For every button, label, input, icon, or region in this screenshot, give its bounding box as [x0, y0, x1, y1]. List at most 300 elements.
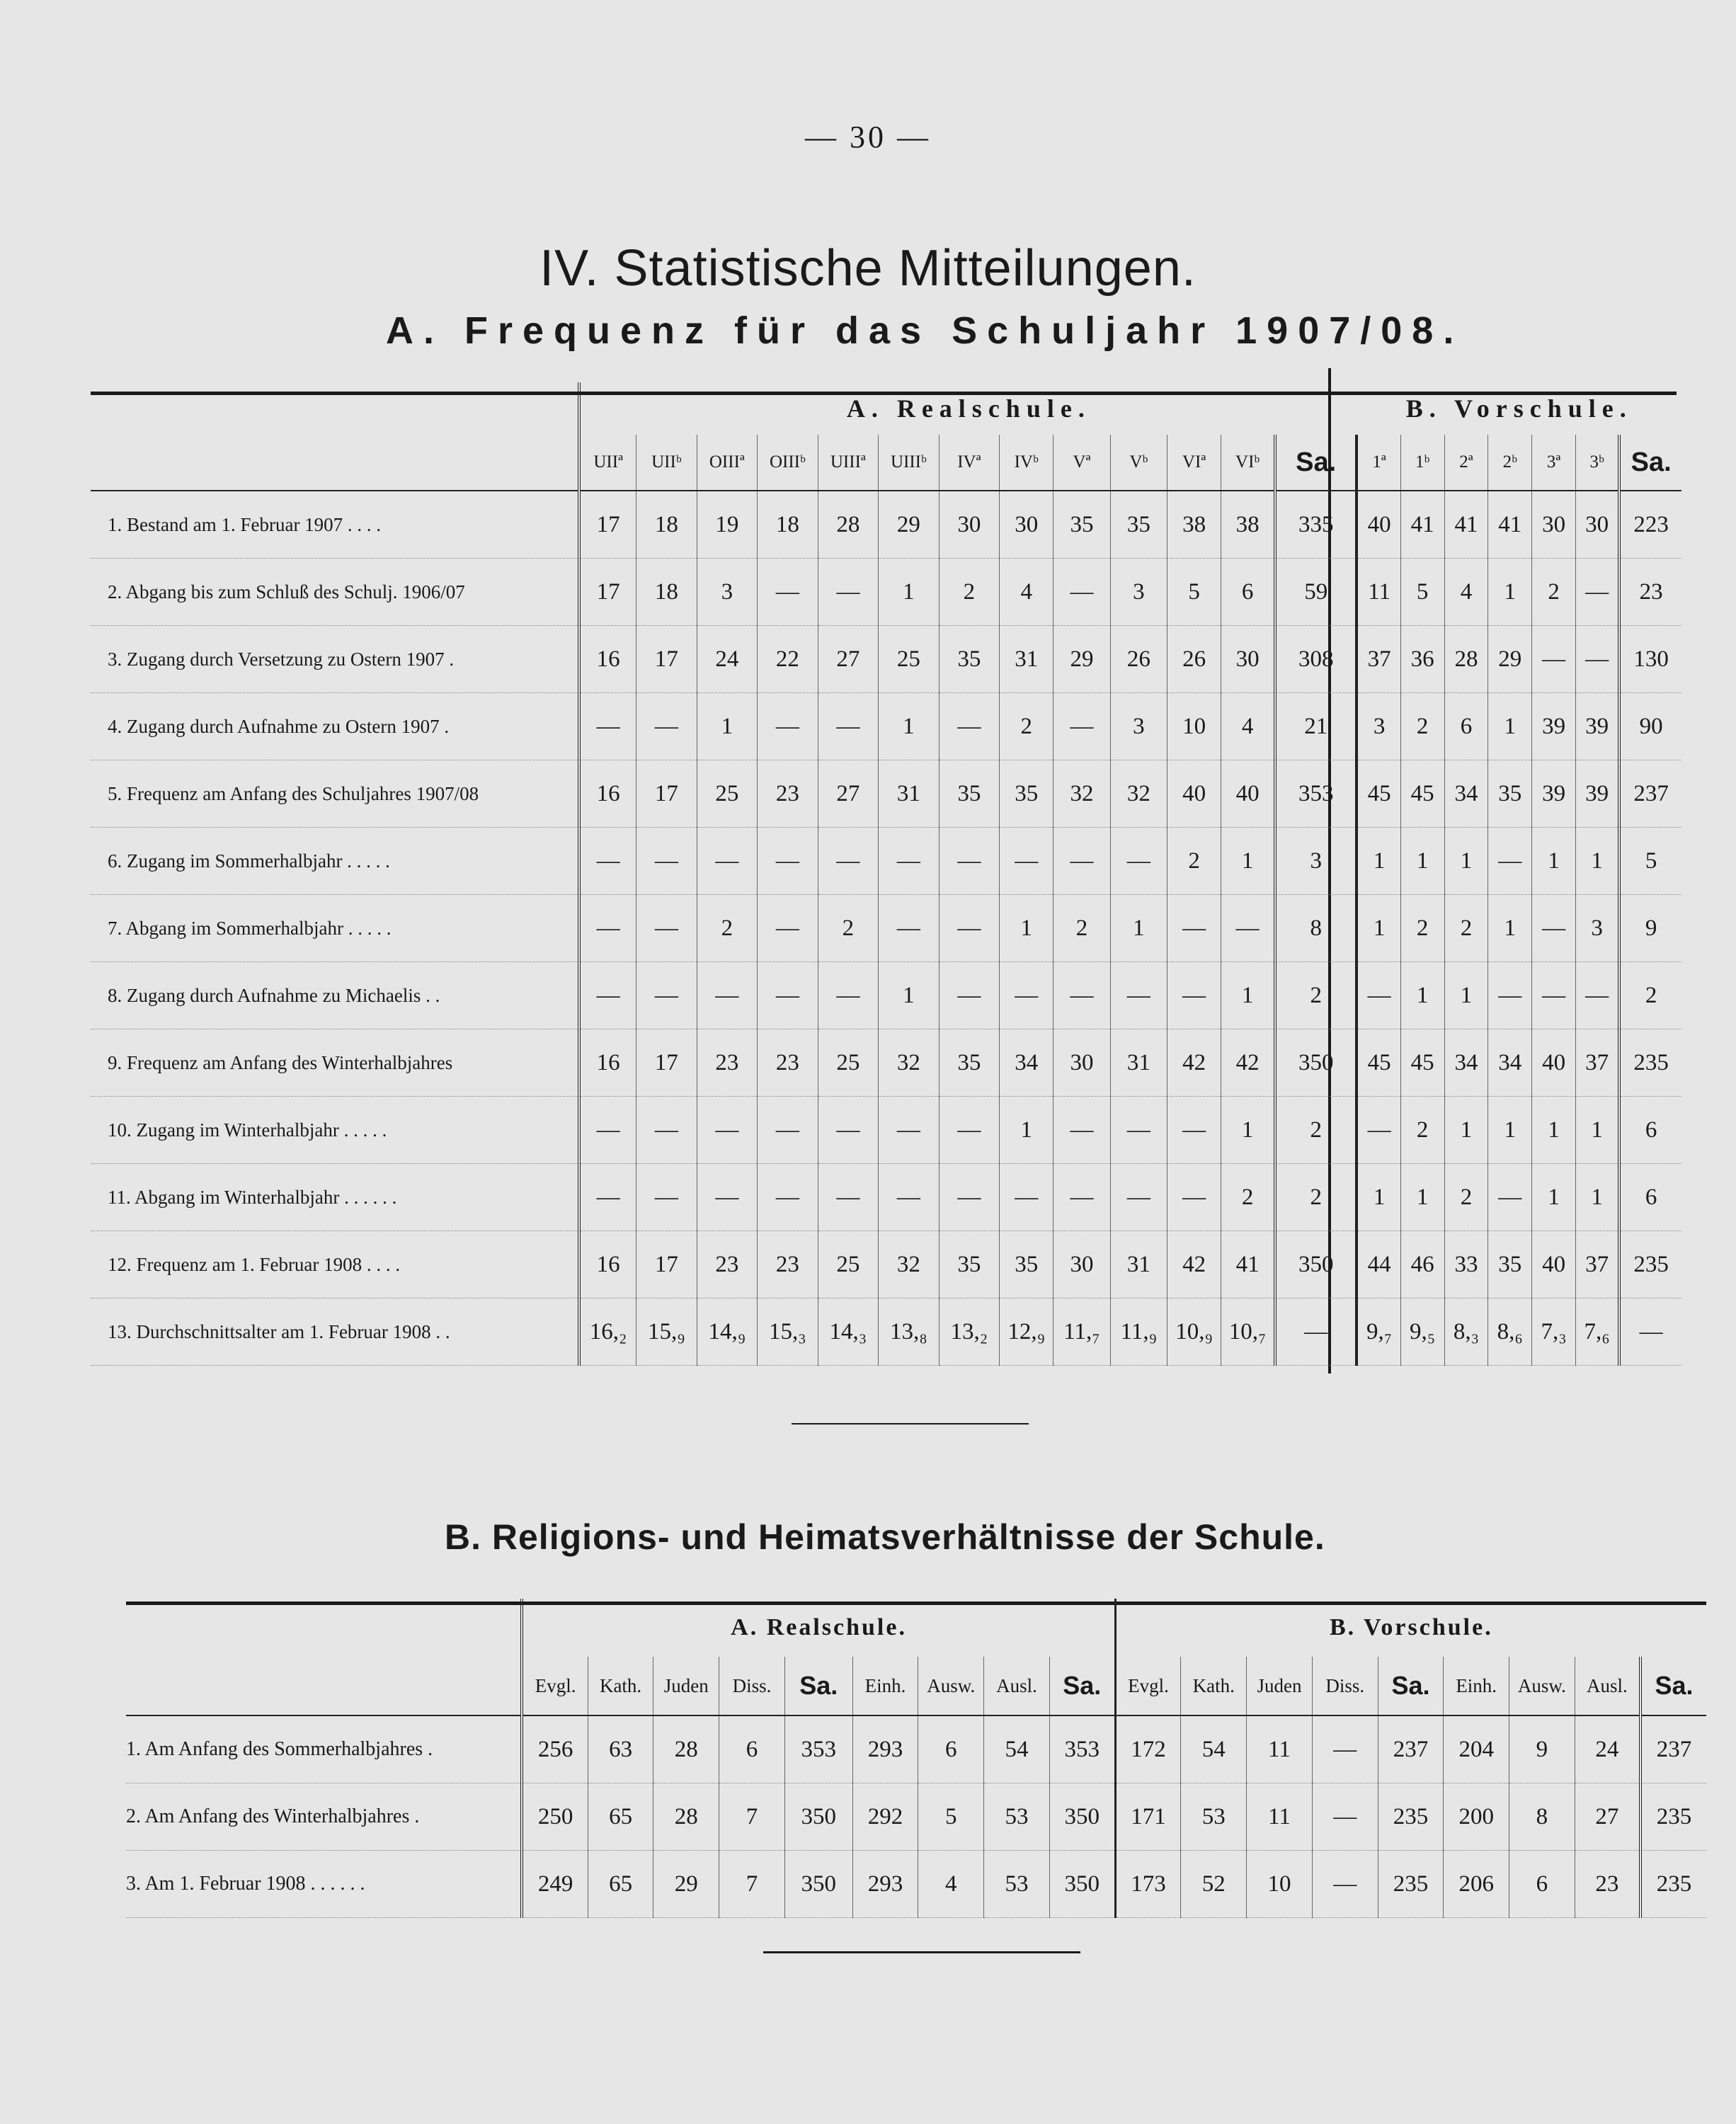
- table-cell: —: [1053, 559, 1110, 626]
- col-header-sum: Sa.: [1640, 1657, 1706, 1715]
- table-cell: 65: [588, 1783, 653, 1851]
- table-cell: 39: [1532, 693, 1576, 760]
- table-cell: 1: [1488, 559, 1532, 626]
- col-header: UIIIª: [818, 435, 879, 491]
- table-cell: 12,₉: [1000, 1298, 1053, 1366]
- table-cell: 1: [879, 693, 940, 760]
- table-cell: 350: [784, 1783, 852, 1851]
- table-cell: —: [636, 1164, 697, 1231]
- table-cell: 1: [1532, 828, 1576, 895]
- table-cell: 5: [1167, 559, 1221, 626]
- table-cell: —: [579, 693, 636, 760]
- table-cell: 21: [1275, 693, 1357, 760]
- table-cell: 25: [879, 626, 940, 693]
- table-cell: —: [758, 1164, 818, 1231]
- table-cell: 1: [1575, 1164, 1619, 1231]
- row-label: 10. Zugang im Winterhalbjahr . . . . .: [91, 1097, 579, 1164]
- table-cell: —: [636, 1097, 697, 1164]
- table-cell: 27: [818, 760, 879, 828]
- row-label: 13. Durchschnittsalter am 1. Februar 1908 . .: [91, 1298, 579, 1366]
- table-cell: 37: [1575, 1029, 1619, 1097]
- col-header: 3ª: [1532, 435, 1576, 491]
- table-cell: 30: [1000, 491, 1053, 559]
- table-cell: 22: [758, 626, 818, 693]
- table-cell: 8: [1275, 895, 1357, 962]
- table-cell: 2: [1400, 693, 1444, 760]
- table-cell: 2: [1400, 895, 1444, 962]
- page-number: — 30 —: [805, 120, 931, 154]
- table-cell: —: [579, 1164, 636, 1231]
- table-cell: 9: [1509, 1715, 1575, 1783]
- table-cell: —: [1167, 1097, 1221, 1164]
- table-cell: 1: [1575, 1097, 1619, 1164]
- table-cell: 293: [852, 1851, 918, 1918]
- table-cell: 1: [1444, 828, 1488, 895]
- table-cell: —: [818, 1164, 879, 1231]
- section-b-title: B. Religions- und Heimatsverhältnisse der Schule.: [445, 1517, 1325, 1557]
- table-cell: 11,₉: [1110, 1298, 1167, 1366]
- table-cell: 2: [1000, 693, 1053, 760]
- table-cell: 28: [818, 491, 879, 559]
- table-cell: 29: [879, 491, 940, 559]
- col-header: Ausl.: [984, 1657, 1050, 1715]
- table-cell: 33: [1444, 1231, 1488, 1298]
- table-cell: 237: [1378, 1715, 1444, 1783]
- table-cell: 7,₃: [1532, 1298, 1576, 1366]
- row-label: 3. Zugang durch Versetzung zu Ostern 1907 .: [91, 626, 579, 693]
- table-cell: —: [1000, 962, 1053, 1029]
- table-cell: —: [1619, 1298, 1681, 1366]
- col-header: 3ᵇ: [1575, 435, 1619, 491]
- row-label: 1. Am Anfang des Sommerhalbjahres .: [126, 1715, 522, 1783]
- table-cell: 37: [1357, 626, 1400, 693]
- table-cell: 7: [719, 1783, 785, 1851]
- table-cell: 42: [1167, 1029, 1221, 1097]
- col-header-sum: Sa.: [1049, 1657, 1115, 1715]
- table-cell: —: [1167, 962, 1221, 1029]
- table-cell: 5: [1619, 828, 1681, 895]
- col-header-sum: Sa.: [1619, 435, 1681, 491]
- table-cell: 2: [697, 895, 758, 962]
- table-cell: 44: [1357, 1231, 1400, 1298]
- col-header: 1ª: [1357, 435, 1400, 491]
- col-header: Ausw.: [918, 1657, 984, 1715]
- table-cell: 35: [1488, 1231, 1532, 1298]
- frequency-table: [91, 382, 1681, 1366]
- table-cell: —: [1532, 895, 1576, 962]
- table-cell: 16: [579, 1029, 636, 1097]
- table-cell: 65: [588, 1851, 653, 1918]
- table-row: [91, 895, 1681, 962]
- col-header: VIª: [1167, 435, 1221, 491]
- table-cell: 45: [1400, 1029, 1444, 1097]
- table-cell: 46: [1400, 1231, 1444, 1298]
- table-cell: 9,₇: [1357, 1298, 1400, 1366]
- table-cell: 30: [1532, 491, 1576, 559]
- table-cell: 6: [1444, 693, 1488, 760]
- table-cell: 2: [1275, 962, 1357, 1029]
- col-header: Diss.: [719, 1657, 785, 1715]
- table-cell: —: [818, 693, 879, 760]
- table-cell: 14,₉: [697, 1298, 758, 1366]
- table-cell: 14,₃: [818, 1298, 879, 1366]
- table-cell: 350: [784, 1851, 852, 1918]
- table-cell: 35: [939, 1029, 1000, 1097]
- col-header: UIIª: [579, 435, 636, 491]
- table-cell: —: [697, 1164, 758, 1231]
- table-cell: 6: [1221, 559, 1275, 626]
- table-cell: 23: [697, 1029, 758, 1097]
- table-cell: 2: [1532, 559, 1576, 626]
- table-cell: 23: [1619, 559, 1681, 626]
- row-label: 8. Zugang durch Aufnahme zu Michaelis . .: [91, 962, 579, 1029]
- col-header: 2ª: [1444, 435, 1488, 491]
- table-cell: —: [879, 1164, 940, 1231]
- col-header: OIIIᵇ: [758, 435, 818, 491]
- table-cell: 1: [1221, 1097, 1275, 1164]
- table-cell: 350: [1275, 1231, 1357, 1298]
- table-cell: —: [1053, 693, 1110, 760]
- table-cell: 8,₃: [1444, 1298, 1488, 1366]
- table-cell: 3: [1275, 828, 1357, 895]
- table-cell: —: [939, 828, 1000, 895]
- table-cell: 45: [1357, 760, 1400, 828]
- table-cell: 53: [984, 1783, 1050, 1851]
- row-label: 5. Frequenz am Anfang des Schuljahres 1907/08: [91, 760, 579, 828]
- group-vorschule: B. Vorschule.: [1115, 1599, 1706, 1657]
- table-cell: 18: [636, 491, 697, 559]
- table-cell: —: [1357, 1097, 1400, 1164]
- table-cell: 8,₆: [1488, 1298, 1532, 1366]
- table-cell: —: [1110, 1164, 1167, 1231]
- table-cell: —: [579, 962, 636, 1029]
- table-cell: —: [939, 895, 1000, 962]
- table-cell: 11: [1247, 1715, 1313, 1783]
- table-cell: 30: [1053, 1231, 1110, 1298]
- table-cell: 237: [1640, 1715, 1706, 1783]
- table-cell: —: [1532, 626, 1576, 693]
- table-cell: 256: [522, 1715, 588, 1783]
- table-cell: 353: [1049, 1715, 1115, 1783]
- table-cell: 31: [1110, 1231, 1167, 1298]
- table-cell: —: [818, 828, 879, 895]
- table-cell: —: [1053, 1097, 1110, 1164]
- table-cell: —: [636, 828, 697, 895]
- col-header: 2ᵇ: [1488, 435, 1532, 491]
- table-cell: 235: [1378, 1783, 1444, 1851]
- table-cell: 17: [636, 626, 697, 693]
- table-cell: 3: [1110, 559, 1167, 626]
- table-cell: —: [1110, 1097, 1167, 1164]
- table-cell: 1: [1221, 828, 1275, 895]
- table-cell: 40: [1532, 1029, 1576, 1097]
- col-header: IVª: [939, 435, 1000, 491]
- table-cell: 19: [697, 491, 758, 559]
- row-label: 4. Zugang durch Aufnahme zu Ostern 1907 .: [91, 693, 579, 760]
- table-cell: 35: [1488, 760, 1532, 828]
- table-cell: 353: [784, 1715, 852, 1783]
- table-cell: 59: [1275, 559, 1357, 626]
- table-cell: 27: [1575, 1783, 1640, 1851]
- table-cell: 30: [939, 491, 1000, 559]
- table-cell: 35: [939, 1231, 1000, 1298]
- table-cell: —: [1312, 1715, 1378, 1783]
- table-row: [91, 1029, 1681, 1097]
- table-cell: 28: [653, 1783, 719, 1851]
- table-cell: 2: [818, 895, 879, 962]
- table-cell: 1: [1357, 895, 1400, 962]
- table-cell: 29: [1488, 626, 1532, 693]
- table-cell: —: [939, 1097, 1000, 1164]
- table-cell: —: [879, 1097, 940, 1164]
- table-cell: 235: [1640, 1783, 1706, 1851]
- col-header: Kath.: [1181, 1657, 1247, 1715]
- table-cell: 34: [1000, 1029, 1053, 1097]
- table-row: [91, 828, 1681, 895]
- table-cell: 25: [697, 760, 758, 828]
- table-cell: 9,₅: [1400, 1298, 1444, 1366]
- table-cell: 1: [1400, 828, 1444, 895]
- table-cell: 18: [758, 491, 818, 559]
- table-cell: 6: [1509, 1851, 1575, 1918]
- table-cell: 16,₂: [579, 1298, 636, 1366]
- table-cell: —: [818, 962, 879, 1029]
- table-cell: —: [939, 1164, 1000, 1231]
- short-divider-a: [792, 1423, 1029, 1424]
- table-cell: —: [697, 828, 758, 895]
- table-row: [91, 1298, 1681, 1366]
- table-cell: 1: [1400, 962, 1444, 1029]
- row-label: 1. Bestand am 1. Februar 1907 . . . .: [91, 491, 579, 559]
- table-cell: 23: [758, 760, 818, 828]
- table-cell: 2: [1444, 895, 1488, 962]
- col-header: 1ᵇ: [1400, 435, 1444, 491]
- table-cell: 1: [1532, 1097, 1576, 1164]
- col-header-sum: Sa.: [784, 1657, 852, 1715]
- table-cell: 23: [758, 1029, 818, 1097]
- table-cell: 1: [1444, 962, 1488, 1029]
- table-cell: —: [818, 559, 879, 626]
- table-cell: —: [636, 895, 697, 962]
- table-cell: 16: [579, 626, 636, 693]
- table-cell: 34: [1444, 1029, 1488, 1097]
- table-cell: 4: [918, 1851, 984, 1918]
- table-cell: 34: [1444, 760, 1488, 828]
- table-cell: 1: [1000, 895, 1053, 962]
- group-header-row: [126, 1599, 1706, 1657]
- table-cell: 41: [1400, 491, 1444, 559]
- table-cell: 235: [1640, 1851, 1706, 1918]
- table-cell: 18: [636, 559, 697, 626]
- table-cell: —: [758, 693, 818, 760]
- table-cell: 3: [697, 559, 758, 626]
- table-cell: 1: [1444, 1097, 1488, 1164]
- table-cell: 1: [697, 693, 758, 760]
- table-cell: 39: [1532, 760, 1576, 828]
- group-vorschule: B. Vorschule.: [1405, 394, 1633, 423]
- col-header: Evgl.: [522, 1657, 588, 1715]
- col-header: Juden: [1247, 1657, 1313, 1715]
- table-cell: 2: [1275, 1164, 1357, 1231]
- col-header: VIᵇ: [1221, 435, 1275, 491]
- table-cell: 17: [636, 1029, 697, 1097]
- table-cell: 1: [1221, 962, 1275, 1029]
- table-cell: 35: [939, 760, 1000, 828]
- table-cell: 28: [653, 1715, 719, 1783]
- table-row: [91, 1231, 1681, 1298]
- row-label: 3. Am 1. Februar 1908 . . . . . .: [126, 1851, 522, 1918]
- table-cell: —: [818, 1097, 879, 1164]
- table-cell: 11,₇: [1053, 1298, 1110, 1366]
- table-cell: —: [758, 828, 818, 895]
- table-cell: —: [879, 828, 940, 895]
- table-cell: 10,₇: [1221, 1298, 1275, 1366]
- col-header: Einh.: [852, 1657, 918, 1715]
- table-cell: —: [1167, 895, 1221, 962]
- table-cell: —: [579, 828, 636, 895]
- row-label: 2. Am Anfang des Winterhalbjahres .: [126, 1783, 522, 1851]
- table-cell: 293: [852, 1715, 918, 1783]
- table-cell: 206: [1444, 1851, 1509, 1918]
- table-cell: 3: [1110, 693, 1167, 760]
- col-header: Ausl.: [1575, 1657, 1640, 1715]
- table-cell: 1: [1532, 1164, 1576, 1231]
- table-cell: 11: [1247, 1783, 1313, 1851]
- table-cell: 35: [939, 626, 1000, 693]
- table-cell: 32: [879, 1231, 940, 1298]
- table-cell: —: [758, 1097, 818, 1164]
- table-cell: —: [758, 559, 818, 626]
- table-cell: 38: [1167, 491, 1221, 559]
- table-cell: 250: [522, 1783, 588, 1851]
- table-cell: 235: [1619, 1029, 1681, 1097]
- table-cell: 38: [1221, 491, 1275, 559]
- table-cell: 39: [1575, 760, 1619, 828]
- table-cell: 40: [1532, 1231, 1576, 1298]
- table-cell: 1: [879, 962, 940, 1029]
- table-cell: —: [1275, 1298, 1357, 1366]
- table-cell: 292: [852, 1783, 918, 1851]
- table-cell: 2: [1275, 1097, 1357, 1164]
- table-cell: —: [1000, 1164, 1053, 1231]
- table-cell: 4: [1000, 559, 1053, 626]
- table-cell: 350: [1049, 1851, 1115, 1918]
- table-cell: —: [636, 693, 697, 760]
- table-cell: —: [939, 962, 1000, 1029]
- table-cell: 41: [1221, 1231, 1275, 1298]
- col-header: OIIIª: [697, 435, 758, 491]
- table-cell: 53: [1181, 1783, 1247, 1851]
- table-cell: 45: [1400, 760, 1444, 828]
- col-header: Diss.: [1312, 1657, 1378, 1715]
- table-cell: —: [939, 693, 1000, 760]
- table-cell: 6: [1619, 1097, 1681, 1164]
- table-cell: 35: [1000, 1231, 1053, 1298]
- table-cell: 11: [1357, 559, 1400, 626]
- table-cell: 1: [1357, 828, 1400, 895]
- table-cell: 1: [1488, 895, 1532, 962]
- table-row: [91, 559, 1681, 626]
- table-cell: 2: [939, 559, 1000, 626]
- table-cell: 335: [1275, 491, 1357, 559]
- table-cell: 31: [879, 760, 940, 828]
- table-cell: —: [1053, 828, 1110, 895]
- table-cell: 42: [1167, 1231, 1221, 1298]
- table-cell: 1: [1000, 1097, 1053, 1164]
- table-cell: 350: [1275, 1029, 1357, 1097]
- table-cell: 204: [1444, 1715, 1509, 1783]
- table-cell: 54: [984, 1715, 1050, 1783]
- col-header: Vª: [1053, 435, 1110, 491]
- table-cell: 237: [1619, 760, 1681, 828]
- table-cell: 27: [818, 626, 879, 693]
- table-cell: 1: [1488, 1097, 1532, 1164]
- table-cell: 5: [918, 1783, 984, 1851]
- table-cell: 200: [1444, 1783, 1509, 1851]
- table-cell: —: [636, 962, 697, 1029]
- table-cell: 17: [636, 760, 697, 828]
- table-cell: —: [579, 1097, 636, 1164]
- table-cell: 90: [1619, 693, 1681, 760]
- group-header-row: [91, 382, 1681, 435]
- table-row: [126, 1715, 1706, 1783]
- table-cell: 3: [1357, 693, 1400, 760]
- table-row: [91, 491, 1681, 559]
- table-cell: —: [1488, 1164, 1532, 1231]
- table-cell: 54: [1181, 1715, 1247, 1783]
- row-label: 7. Abgang im Sommerhalbjahr . . . . .: [91, 895, 579, 962]
- table-cell: 29: [653, 1851, 719, 1918]
- table-cell: —: [1575, 626, 1619, 693]
- table-cell: 24: [697, 626, 758, 693]
- table-cell: 35: [1053, 491, 1110, 559]
- table-cell: —: [1488, 828, 1532, 895]
- group-realschule: A. Realschule.: [579, 382, 1357, 435]
- table-row: [126, 1851, 1706, 1918]
- table-cell: —: [1357, 962, 1400, 1029]
- main-title: IV. Statistische Mitteilungen.: [539, 240, 1197, 297]
- table-cell: 235: [1619, 1231, 1681, 1298]
- religion-table: [126, 1599, 1706, 1918]
- table-cell: —: [1110, 962, 1167, 1029]
- col-header: UIIᵇ: [636, 435, 697, 491]
- column-header-row: [126, 1657, 1706, 1715]
- table-cell: 6: [719, 1715, 785, 1783]
- col-header: Kath.: [588, 1657, 653, 1715]
- table-cell: —: [1575, 962, 1619, 1029]
- row-label: 12. Frequenz am 1. Februar 1908 . . . .: [91, 1231, 579, 1298]
- table-cell: —: [697, 1097, 758, 1164]
- short-divider-b: [763, 1951, 1080, 1953]
- table-row: [91, 1097, 1681, 1164]
- table-cell: 34: [1488, 1029, 1532, 1097]
- table-cell: 171: [1115, 1783, 1181, 1851]
- col-header: Vᵇ: [1110, 435, 1167, 491]
- col-header: Juden: [653, 1657, 719, 1715]
- table-cell: —: [1532, 962, 1576, 1029]
- table-cell: 26: [1110, 626, 1167, 693]
- table-cell: 53: [984, 1851, 1050, 1918]
- table-row: [91, 962, 1681, 1029]
- table-cell: 4: [1444, 559, 1488, 626]
- table-cell: 25: [818, 1029, 879, 1097]
- table-cell: 235: [1378, 1851, 1444, 1918]
- row-label: 2. Abgang bis zum Schluß des Schulj. 1906/07: [91, 559, 579, 626]
- col-header: Evgl.: [1115, 1657, 1181, 1715]
- table-cell: 40: [1167, 760, 1221, 828]
- table-cell: 17: [579, 491, 636, 559]
- table-cell: 7,₆: [1575, 1298, 1619, 1366]
